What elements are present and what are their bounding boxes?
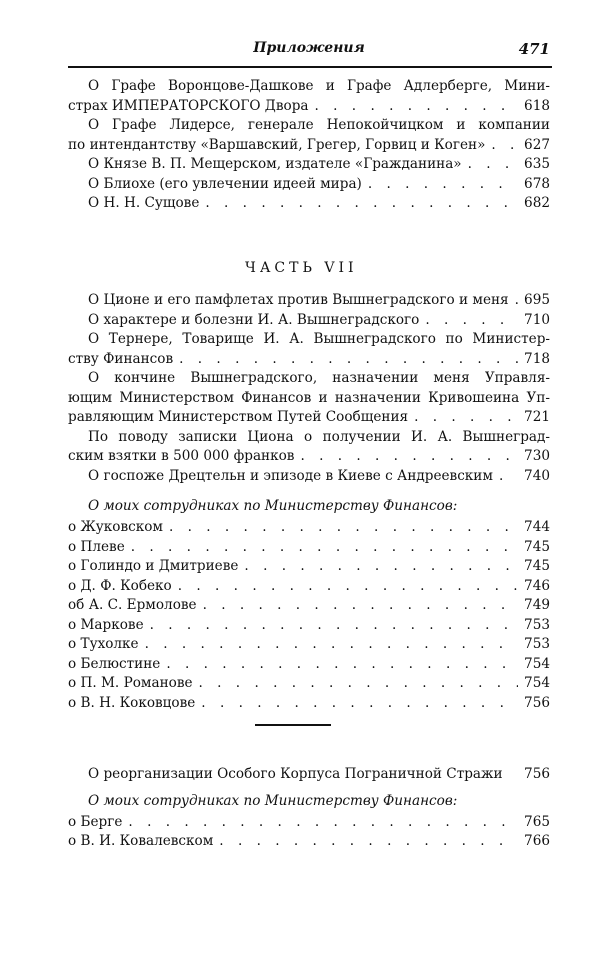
- toc-line: [68, 311, 550, 331]
- entry-text: о Плеве: [68, 538, 125, 555]
- toc-line: [68, 518, 550, 538]
- entry-page: 678: [524, 175, 550, 192]
- page-number: 471: [518, 40, 550, 58]
- toc-appendix: [68, 765, 550, 852]
- entry-text: О Тернере, Товарище И. А. Вышнеградского по Министер-: [88, 331, 550, 347]
- entry-page: 695: [524, 292, 550, 308]
- entry-page: 756: [524, 694, 550, 711]
- entry-text: О госпоже Дрецтельн и эпизоде в Киеве с Андреевским: [88, 467, 493, 484]
- entry-text: по интендантству «Варшавский, Грегер, Горвиц и Коген»: [68, 136, 486, 153]
- dot-leader: [160, 655, 518, 675]
- entry-page: 710: [524, 311, 550, 328]
- toc-line: [68, 577, 550, 597]
- entry-page: 744: [524, 519, 550, 535]
- toc-line: [68, 175, 550, 195]
- entry-page: 749: [524, 597, 550, 613]
- dot-leader: [144, 616, 518, 636]
- toc-line: [68, 428, 550, 448]
- dot-leader: [139, 635, 518, 655]
- dot-leader: [294, 447, 518, 467]
- entry-text: О реорганизации Особого Корпуса Пограничной Стражи: [88, 766, 503, 782]
- dot-leader: [493, 467, 518, 487]
- toc-part6-tail: [68, 77, 550, 214]
- entry-page: 635: [524, 156, 550, 172]
- entry-page: 754: [524, 655, 550, 672]
- dot-leader: [195, 694, 518, 714]
- toc-line: [68, 330, 550, 350]
- dot-leader: [419, 311, 518, 331]
- toc-line: [68, 350, 550, 370]
- entry-text: о П. М. Романове: [68, 675, 193, 691]
- entry-text: о Тухолке: [68, 636, 139, 652]
- toc-line: [68, 765, 550, 785]
- dot-leader: [163, 518, 518, 538]
- header-rule: [68, 66, 552, 68]
- entry-page: 756: [524, 766, 550, 782]
- entry-page: 618: [524, 97, 550, 114]
- part-title: ЧАСТЬ VII: [245, 260, 358, 276]
- dot-leader: [309, 97, 518, 117]
- entry-text: ющим Министерством Финансов и назначении Кривошеина Уп-: [68, 389, 550, 406]
- entry-text: о Маркове: [68, 616, 144, 633]
- toc-line: [68, 194, 550, 214]
- toc-line: [68, 291, 550, 311]
- toc-line: [68, 136, 550, 156]
- entry-text: о Берге: [68, 813, 123, 830]
- toc-line: [68, 557, 550, 577]
- entry-text: об А. С. Ермолове: [68, 597, 197, 613]
- entry-page: 746: [524, 577, 550, 594]
- entry-page: 753: [524, 636, 550, 652]
- entry-page: 745: [524, 538, 550, 555]
- dot-leader: [172, 577, 518, 597]
- toc-line: [68, 116, 550, 136]
- entry-text: о Жуковском: [68, 519, 163, 535]
- entry-text: О Н. Н. Сущове: [88, 195, 200, 211]
- entry-page: 740: [524, 467, 550, 484]
- toc-line: [68, 655, 550, 675]
- entry-text: О характере и болезни И. А. Вышнеградского: [88, 311, 420, 328]
- dot-leader: [408, 408, 518, 428]
- entry-text: страх ИМПЕРАТОРСКОГО Двора: [68, 97, 309, 114]
- staff-subheading: О моих сотрудниках по Министерству Финансов:: [88, 498, 458, 514]
- entry-text: о Д. Ф. Кобеко: [68, 577, 172, 594]
- entry-text: О Графе Воронцове-Дашкове и Графе Адлерберге, Мини-: [88, 78, 550, 94]
- toc-part7: [68, 291, 550, 486]
- dot-leader: [462, 155, 518, 175]
- entry-page: 753: [524, 616, 550, 633]
- entry-page: 754: [524, 675, 550, 691]
- entry-text: о Белюстине: [68, 655, 161, 672]
- toc-staff: [68, 494, 550, 713]
- entry-text: О Графе Лидерсе, генерале Непокойчицком и компании: [88, 117, 550, 133]
- entry-text: о В. И. Ковалевском: [68, 833, 214, 849]
- toc-line: [68, 369, 550, 389]
- section-divider: [255, 724, 331, 726]
- entry-page: 766: [524, 833, 550, 849]
- dot-leader: [199, 194, 518, 214]
- toc-line: [68, 635, 550, 655]
- toc-line: [68, 467, 550, 487]
- entry-text: О Блиохе (его увлечении идеей мира): [88, 175, 362, 192]
- entry-text: ским взятки в 500 000 франков: [68, 448, 295, 464]
- running-title: Приложения: [253, 40, 365, 56]
- dot-leader: [213, 832, 518, 852]
- entry-text: равляющим Министерством Путей Сообщения: [68, 409, 409, 425]
- toc-line: [68, 447, 550, 467]
- dot-leader: [238, 557, 518, 577]
- toc-line: [68, 674, 550, 694]
- entry-page: 730: [524, 448, 550, 464]
- toc-line: [68, 155, 550, 175]
- dot-leader: [485, 136, 518, 156]
- entry-page: 718: [524, 350, 550, 367]
- toc-line: [68, 813, 550, 833]
- dot-leader: [193, 674, 518, 694]
- toc-line: [68, 97, 550, 117]
- entry-text: о В. Н. Коковцове: [68, 694, 196, 711]
- running-header: [68, 40, 550, 62]
- dot-leader: [173, 350, 518, 370]
- entry-text: По поводу записки Циона о получении И. А. Вышнеград-: [88, 428, 550, 445]
- toc-line: [68, 408, 550, 428]
- toc-line: [68, 77, 550, 97]
- staff-subheading: О моих сотрудниках по Министерству Финансов:: [88, 792, 458, 809]
- toc-line: [68, 832, 550, 852]
- entry-text: о Голиндо и Дмитриеве: [68, 558, 239, 574]
- entry-text: ству Финансов: [68, 350, 174, 367]
- dot-leader: [122, 813, 518, 833]
- entry-page: 745: [524, 558, 550, 574]
- entry-page: 682: [524, 195, 550, 211]
- entry-page: 627: [524, 136, 550, 153]
- toc-line: [68, 389, 550, 409]
- toc-line: [68, 596, 550, 616]
- entry-text: О Ционе и его памфлетах против Вышнеградского и меня: [88, 292, 509, 308]
- entry-page: 765: [524, 813, 550, 830]
- toc-line: [68, 538, 550, 558]
- entry-page: 721: [524, 409, 550, 425]
- entry-text: О кончине Вышнеградского, назначении меня Управля-: [88, 370, 550, 386]
- toc-line: [68, 616, 550, 636]
- dot-leader: [362, 175, 518, 195]
- dot-leader: [125, 538, 518, 558]
- entry-text: О Князе В. П. Мещерском, издателе «Гражданина»: [88, 156, 462, 172]
- dot-leader: [197, 596, 518, 616]
- dot-leader: [509, 291, 518, 311]
- toc-line: [68, 694, 550, 714]
